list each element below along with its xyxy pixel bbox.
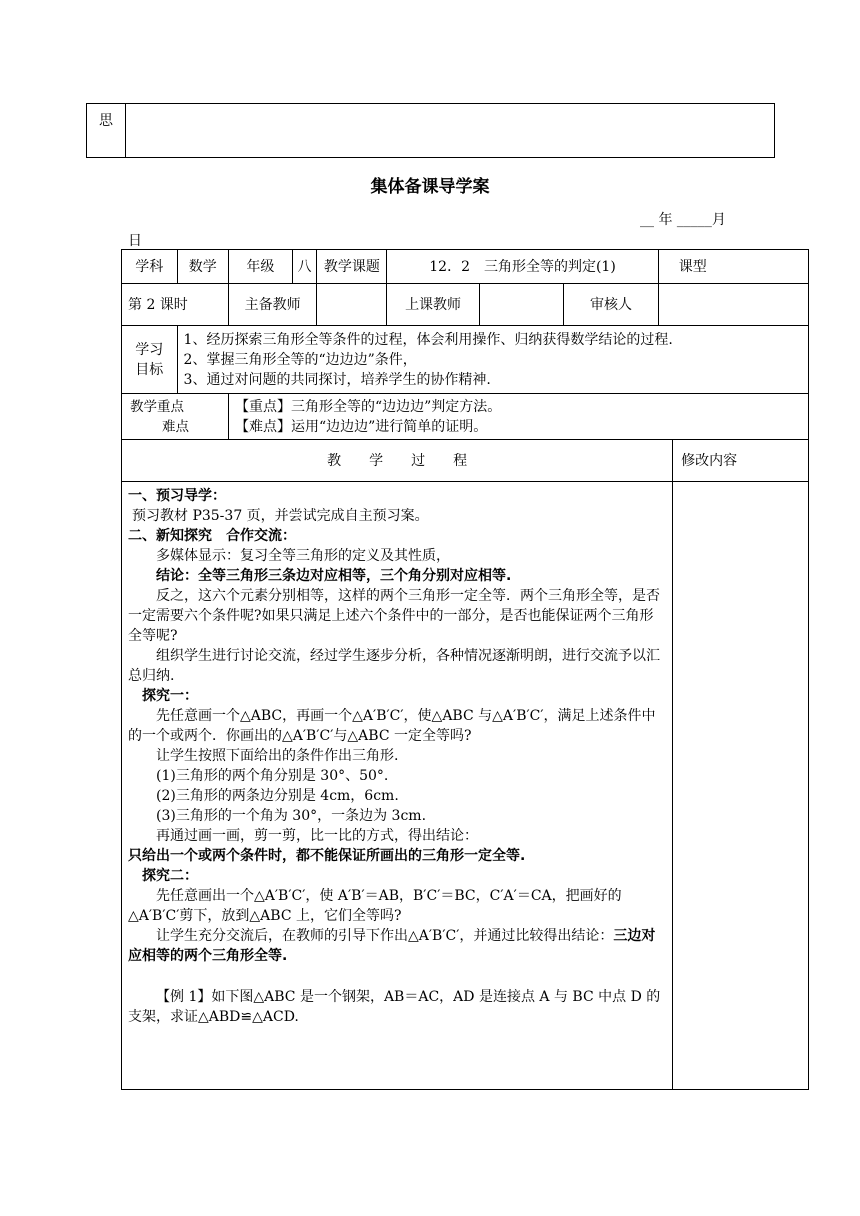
section-1-text: 预习教材 P35-37 页，并尝试完成自主预习案。	[132, 508, 429, 524]
example-1	[128, 987, 666, 1027]
example-text: 如下图△ABC 是一个钢架，AB＝AC，AD 是连接点 A 与 BC 中点 D 的支架，求证△ABD≌△ACD.	[128, 989, 661, 1025]
list-item: (3)三角形的一个角为 30°，一条边为 3cm.	[156, 808, 427, 824]
class-teacher-label: 上课教师	[387, 284, 480, 326]
paragraph-text: 让学生充分交流后，在教师的引导下作出△A′B′C′，并通过比较得出结论：	[156, 928, 614, 944]
explore-2-title: 探究二：	[142, 868, 198, 884]
topic-label: 教学课题	[317, 250, 387, 284]
goals-label	[122, 326, 178, 394]
main-teacher-label: 主备教师	[228, 284, 316, 326]
paragraph: 组织学生进行讨论交流，经过学生逐步分析，各种情况逐渐明朗，进行交流予以汇总归纳.	[128, 648, 660, 684]
date-day: 日	[128, 233, 142, 249]
conclusion: 结论：全等三角形三条边对应相等，三个角分别对应相等.	[156, 568, 512, 584]
paragraph: 反之，这六个元素分别相等，这样的两个三角形一定全等．两个三角形全等，是否一定需要六个条件呢?如果只满足上述六个条件中的一部分，是否也能保证两个三角形全等呢?	[128, 588, 660, 644]
paragraph: 多媒体显示：复习全等三角形的定义及其性质，	[156, 548, 450, 564]
subject-value: 数学	[177, 250, 228, 284]
process-content	[122, 482, 673, 1090]
example-label: 【例 1】	[156, 989, 212, 1005]
revise-header: 修改内容	[673, 440, 809, 482]
subject-label: 学科	[122, 250, 178, 284]
paragraph: 让学生按照下面给出的条件作出三角形.	[156, 748, 399, 764]
section-2-title: 二、新知探究 合作交流：	[128, 528, 296, 544]
paragraph: 先任意画一个△ABC，再画一个△A′B′C′，使△ABC 与△A′B′C′，满足上述条件中的一个或两个．你画出的△A′B′C′与△ABC 一定全等吗?	[128, 708, 656, 744]
goal-item: 3、通过对问题的共同探讨，培养学生的协作精神.	[183, 371, 491, 388]
paragraph	[128, 926, 666, 966]
difficulty-label: 难点	[162, 418, 189, 435]
grade-label: 年级	[228, 250, 292, 284]
reflection-content	[126, 104, 775, 158]
explore-1-title: 探究一：	[142, 688, 198, 704]
class-teacher-value	[479, 284, 563, 326]
goals-list	[177, 326, 808, 394]
lesson-type-label: 课型	[658, 250, 808, 284]
list-item: (1)三角形的两个角分别是 30°、50°.	[156, 768, 389, 784]
paragraph: 先任意画出一个△A′B′C′，使 A′B′＝AB，B′C′＝BC，C′A′＝CA，把画好的△A′B′C′剪下，放到△ABC 上，它们全等吗?	[128, 888, 622, 924]
goals-label-line1: 学习	[135, 341, 164, 358]
process-header: 教 学 过 程	[122, 440, 673, 482]
date-line: __ 年 _____月	[640, 212, 726, 228]
conclusion: 三边对应相等的两个三角形全等.	[128, 928, 656, 964]
difficulty-point: 【难点】运用“边边边”进行简单的证明。	[234, 418, 488, 435]
list-item: (2)三角形的两条边分别是 4cm，6cm.	[156, 788, 399, 804]
key-point: 【重点】三角形全等的“边边边”判定方法。	[234, 398, 502, 415]
goals-label-line2: 目标	[135, 361, 164, 378]
lesson-number: 第 2 课时	[122, 284, 229, 326]
key-points-label	[122, 394, 229, 440]
spacer	[128, 966, 666, 987]
grade-value: 八	[292, 250, 317, 284]
main-teacher-value	[317, 284, 387, 326]
topic-value: 12．2 三角形全等的判定(1)	[387, 250, 658, 284]
section-1-title: 一、预习导学：	[128, 488, 226, 504]
reflection-label: 思	[87, 104, 126, 158]
lesson-plan-table	[121, 249, 809, 1090]
paragraph: 再通过画一画，剪一剪，比一比的方式，得出结论：	[156, 828, 478, 844]
reflection-box	[86, 103, 775, 158]
revise-content	[673, 482, 809, 1090]
page-title: 集体备课导学案	[370, 177, 490, 197]
conclusion: 只给出一个或两个条件时，都不能保证所画出的三角形一定全等.	[128, 848, 526, 864]
key-label: 教学重点	[130, 398, 184, 415]
reviewer-label: 审核人	[564, 284, 659, 326]
reviewer-value	[658, 284, 808, 326]
goal-item: 1、经历探索三角形全等条件的过程，体会利用操作、归纳获得数学结论的过程.	[183, 331, 673, 348]
key-points-content	[228, 394, 808, 440]
goal-item: 2、掌握三角形全等的“边边边”条件，	[183, 351, 417, 368]
